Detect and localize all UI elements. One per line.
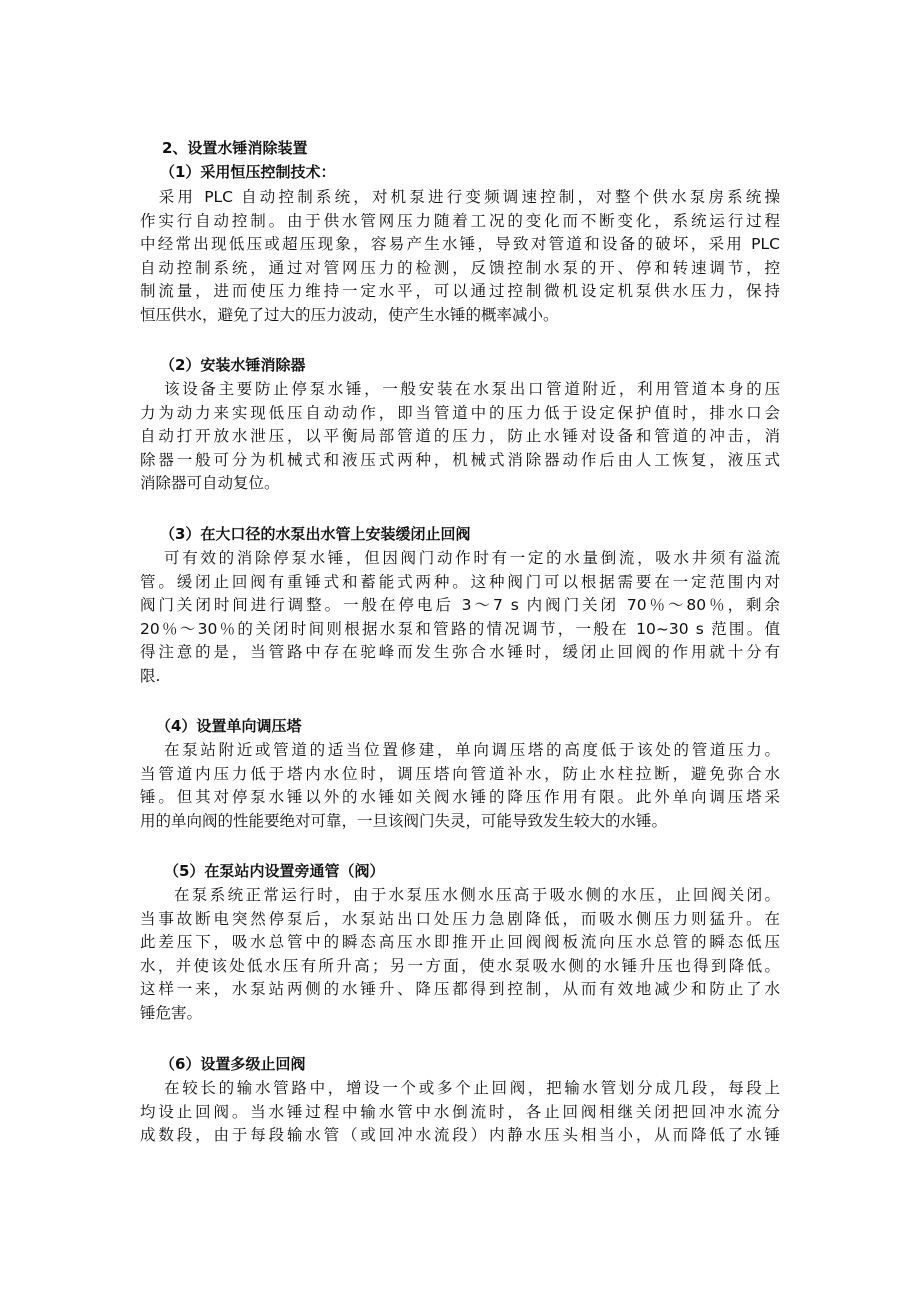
text-line: 除器一般可分为机械式和液压式两种，机械式消除器动作后由人工恢复，液压式: [140, 450, 780, 469]
text-line: 得注意的是，当管路中存在驼峰而发生弥合水锤时，缓闭止回阀的作用就十分有: [140, 643, 780, 661]
text-line: 此差压下，吸水总管中的瞬态高压水即推开止回阀阀板流向压水总管的瞬态低压: [140, 933, 780, 951]
text-line: 该设备主要防止停泵水锤，一般安装在水泵出口管道附近，利用管道本身的压: [164, 380, 780, 398]
text-line: 20％～30％的关闭时间则根据水泵和管路的情况调节，一般在 10~30 s 范围。值: [140, 619, 780, 638]
section-3-heading: （3）在大口径的水泵出水管上安装缓闭止回阀: [160, 525, 471, 543]
text-line: 自动控制系统，通过对管网压力的检测，反馈控制水泵的开、停和转速调节，控: [140, 258, 780, 277]
text-line: 水，并使该处低水压有所升高；另一方面，使水泵吸水侧的水锤升压也得到降低。: [140, 956, 780, 975]
text-line: 采用 PLC 自动控制系统，对机泵进行变频调速控制，对整个供水泵房系统操: [140, 188, 780, 206]
section-3-body: [140, 547, 780, 688]
text-line: 锤。但其对停泵水锤以外的水锤如关阀水锤的降压作用有限。此外单向调压塔采: [140, 788, 780, 806]
text-line: 可有效的消除停泵水锤，但因阀门动作时有一定的水量倒流，吸水井须有溢流: [164, 549, 780, 567]
section-2-body: [140, 378, 780, 496]
text-line: 中经常出现低压或超压现象，容易产生水锤，导致对管道和设备的破坏，采用 PLC: [140, 235, 780, 253]
text-line: 限.: [140, 666, 161, 685]
text-line: 在泵站附近或管道的适当位置修建，单向调压塔的高度低于该处的管道压力。: [164, 741, 780, 759]
text-line: 恒压供水，避免了过大的压力波动，使产生水锤的概率减小。: [140, 305, 559, 324]
section-2-heading: （2）安装水锤消除器: [160, 356, 306, 374]
text-line: 当管道内压力低于塔内水位时，调压塔向管道补水，防止水柱拉断，避免弥合水: [140, 764, 780, 783]
text-line: 制流量，进而使压力维持一定水平，可以通过控制微机设定机泵供水压力，保持: [140, 282, 780, 300]
text-line: 用的单向阀的性能要绝对可靠，一旦该阀门失灵，可能导致发生较大的水锤。: [140, 811, 668, 830]
text-line: 这样一来，水泵站两侧的水锤升、降压都得到控制，从而有效地减少和防止了水: [140, 980, 780, 998]
section-1-heading: （1）采用恒压控制技术：: [160, 163, 336, 181]
text-line: 消除器可自动复位。: [140, 474, 280, 492]
text-line: 阀门关闭时间进行调整。一般在停电后 3～7 s 内阀门关闭 70％～80％，剩余: [140, 596, 780, 614]
text-line: 自动打开放水泄压，以平衡局部管道的压力，防止水锤对设备和管道的冲击，消: [140, 427, 780, 445]
section-6-heading: （6）设置多级止回阀: [160, 1055, 306, 1073]
text-line: 当事故断电突然停泵后，水泵站出口处压力急剧降低，而吸水侧压力则猛升。在: [140, 909, 780, 928]
section-4-heading: （4）设置单向调压塔: [156, 717, 302, 735]
section-5-heading: （5）在泵站内设置旁通管（阀）: [164, 862, 385, 880]
section-5-body: [140, 884, 780, 1025]
text-line: 在较长的输水管路中，增设一个或多个止回阀，把输水管划分成几段，每段上: [164, 1079, 780, 1097]
section-1-body: [140, 186, 780, 327]
text-line: 均设止回阀。当水锤过程中输水管中水倒流时，各止回阀相继关闭把回冲水流分: [140, 1102, 780, 1121]
section-6-body: [140, 1077, 780, 1148]
text-line: 作实行自动控制。由于供水管网压力随着工况的变化而不断变化，系统运行过程: [140, 211, 780, 230]
text-line: 成数段，由于每段输水管（或回冲水流段）内静水压头相当小，从而降低了水锤: [140, 1126, 780, 1144]
text-line: 力为动力来实现低压自动动作，即当管道中的压力低于设定保护值时，排水口会: [140, 403, 780, 422]
main-title: 2、设置水锤消除装置: [162, 139, 308, 157]
text-line: 管。缓闭止回阀有重锤式和蓄能式两种。这种阀门可以根据需要在一定范围内对: [140, 572, 780, 591]
text-line: 锤危害。: [140, 1003, 203, 1022]
section-4-body: [140, 739, 780, 833]
text-line: 在泵系统正常运行时，由于水泵压水侧水压高于吸水侧的水压，止回阀关闭。: [156, 886, 780, 904]
